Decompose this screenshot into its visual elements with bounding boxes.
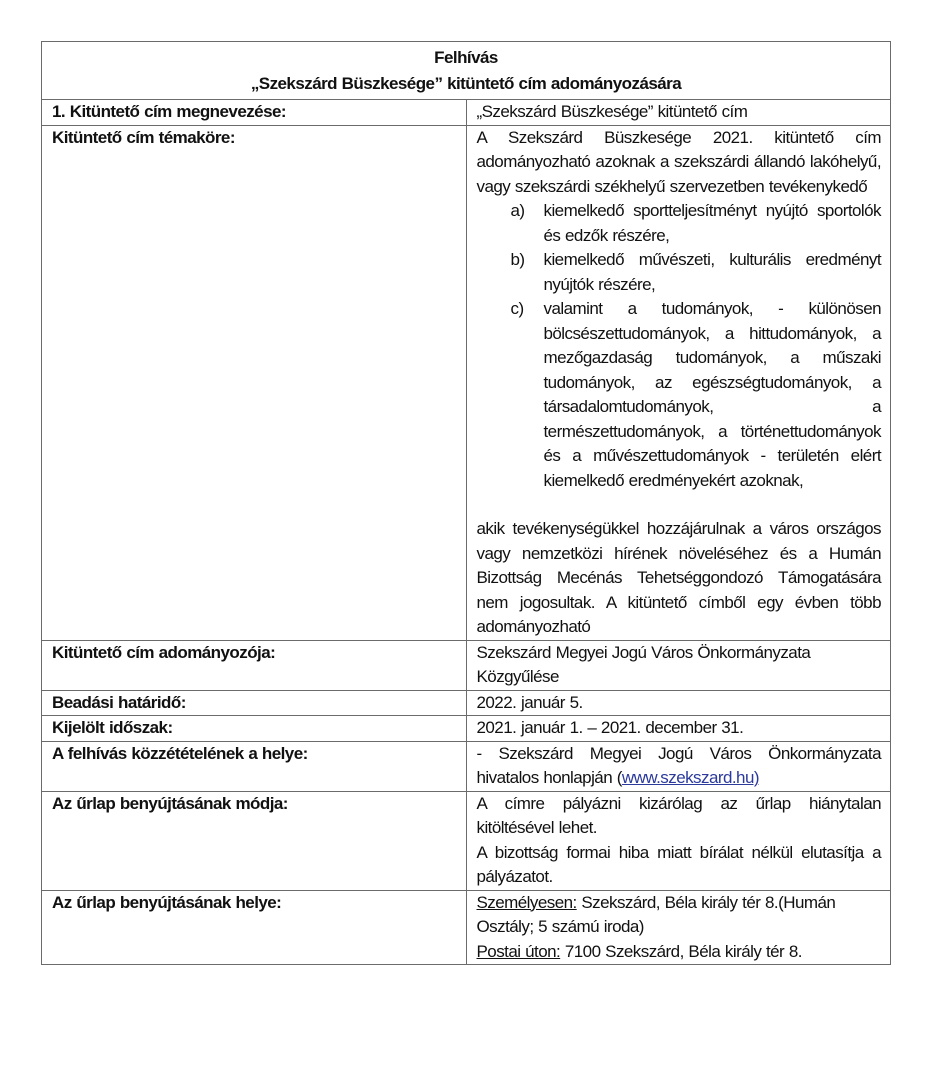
row-label: 1. Kitüntető cím megnevezése: (42, 100, 467, 126)
table-row-publication (42, 741, 891, 791)
row-label: Kitüntető cím adományozója: (42, 640, 467, 690)
row-value (466, 741, 891, 791)
row-value (466, 125, 891, 640)
list-item-text: kiemelkedő sportteljesítményt nyújtó sportolók és edzők részére, (543, 201, 881, 245)
list-marker: b) (510, 250, 525, 269)
topic-list (477, 199, 882, 493)
table-row-name (42, 100, 891, 126)
list-item-text: valamint a tudományok, - különösen bölcsészettudományok, a hittudományok, a mezőgazdaság tudományok, a műszaki tudományok, az egészségtudományok, a társadalomtudományok, a természettudományok, a történettudományok és a művészettudományok - területén elért kiemelkedő eredményekért azoknak, (543, 299, 881, 490)
in-person-label: Személyesen: (476, 892, 577, 912)
table-row-submission-place (42, 890, 891, 965)
document-page (41, 41, 891, 965)
spacer (477, 493, 882, 517)
list-item-text: kiemelkedő művészeti, kulturális eredményt nyújtók részére, (543, 250, 881, 294)
row-value: 2021. január 1. – 2021. december 31. (466, 716, 891, 742)
table-row-grantor (42, 640, 891, 690)
table-header (42, 42, 891, 100)
row-value: Szekszárd Megyei Jogú Város Önkormányzata Közgyűlése (466, 640, 891, 690)
list-item (511, 248, 882, 297)
in-person-line (477, 891, 882, 940)
table-row-deadline (42, 690, 891, 716)
post-address: 7100 Szekszárd, Béla király tér 8. (560, 941, 802, 961)
table-row-submission-method (42, 791, 891, 890)
topic-outro: akik tevékenységükkel hozzájárulnak a város országos vagy nemzetközi hírének növeléséhez és a Humán Bizottság Mecénás Tehetséggondozó Támogatására nem jogosultak. A kitüntető címből egy évben több adományozható (476, 519, 881, 636)
website-link[interactable]: www.szekszard.hu) (621, 768, 759, 787)
post-label: Postai úton: (476, 941, 561, 961)
header-title: Felhívás (434, 48, 498, 67)
row-value: „Szekszárd Büszkesége” kitüntető cím (466, 100, 891, 126)
call-for-nominations-table (41, 41, 891, 965)
row-label: Kijelölt időszak: (42, 716, 467, 742)
post-line (477, 940, 882, 965)
row-label: A felhívás közzétételének a helye: (42, 741, 467, 791)
list-marker: c) (510, 299, 524, 318)
method-line-1: A címre pályázni kizárólag az űrlap hiánytalan kitöltésével lehet. (476, 793, 881, 837)
header-row (42, 42, 891, 100)
row-value: 2022. január 5. (466, 690, 891, 716)
row-value (466, 890, 891, 965)
table-row-topic (42, 125, 891, 640)
row-label: Az űrlap benyújtásának helye: (42, 890, 467, 965)
list-marker: a) (510, 201, 525, 220)
table-row-period (42, 716, 891, 742)
method-line-2: A bizottság formai hiba miatt bírálat nélkül elutasítja a pályázatot. (476, 842, 881, 886)
list-item (511, 297, 882, 493)
row-label: Beadási határidő: (42, 690, 467, 716)
topic-intro: A Szekszárd Büszkesége 2021. kitüntető cím adományozható azoknak a szekszárdi állandó lakóhelyű, vagy szekszárdi székhelyű szervezetben tevékenykedő (476, 127, 881, 196)
in-person-address: Szekszárd, Béla király tér 8.(Humán Osztály; 5 számú iroda) (476, 892, 836, 936)
list-item (511, 199, 882, 248)
publication-text: - Szekszárd Megyei Jogú Város Önkormányzata hivatalos honlapján ( (476, 743, 881, 787)
row-label: Kitüntető cím témaköre: (42, 125, 467, 640)
row-value (466, 791, 891, 890)
header-subtitle: „Szekszárd Büszkesége” kitüntető cím adományozására (250, 74, 682, 93)
row-label: Az űrlap benyújtásának módja: (42, 791, 467, 890)
